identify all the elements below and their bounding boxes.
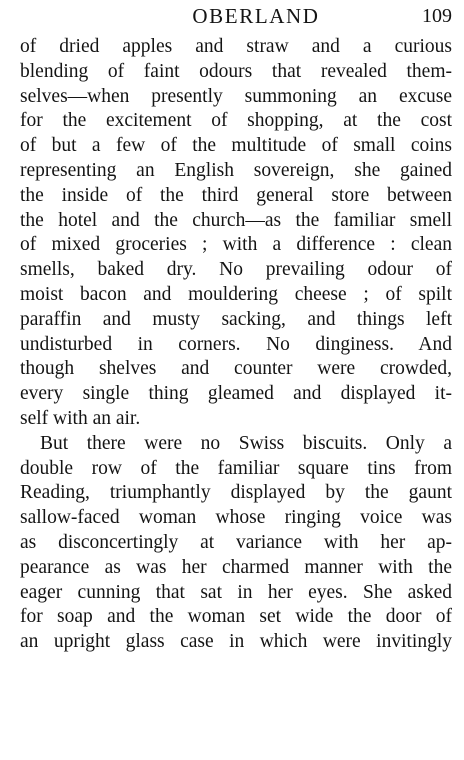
- text-line: every single thing gleamed and displayed it-: [20, 383, 452, 405]
- text-line: double row of the familiar square tins from: [20, 457, 452, 479]
- text-line: selves—when presently summoning an excuse: [20, 85, 452, 107]
- running-head: [20, 2, 452, 30]
- text-line: for soap and the woman set wide the door of: [20, 606, 452, 628]
- text-line: undisturbed in corners. No dinginess. And: [20, 333, 452, 355]
- text-line: self with an air.: [20, 407, 141, 429]
- text-line: eager cunning that sat in her eyes. She asked: [20, 581, 452, 603]
- paragraph-1: [20, 35, 452, 432]
- text-line: representing an English sovereign, she gained: [20, 159, 452, 181]
- text-line: though shelves and counter were crowded,: [20, 358, 452, 380]
- text-line: of but a few of the multitude of small coins: [20, 135, 452, 157]
- text-line: of dried apples and straw and a curious: [20, 36, 452, 57]
- text-line: moist bacon and mouldering cheese ; of spilt: [20, 283, 452, 305]
- text-line: the inside of the third general store between: [20, 184, 452, 206]
- paragraph-2: [20, 432, 452, 655]
- text-line: But there were no Swiss biscuits. Only a: [40, 432, 452, 454]
- text-line: the hotel and the church—as the familiar smell: [20, 209, 452, 231]
- text-line: paraffin and musty sacking, and things left: [20, 308, 452, 330]
- running-title: OBERLAND: [192, 4, 320, 28]
- text-line: blending of faint odours that revealed them-: [20, 60, 452, 82]
- body-text: [20, 35, 452, 655]
- text-line: for the excitement of shopping, at the cost: [20, 110, 452, 132]
- text-line: pearance as was her charmed manner with the: [20, 556, 452, 578]
- text-line: smells, baked dry. No prevailing odour of: [20, 259, 452, 281]
- text-line: an upright glass case in which were invitingly: [20, 631, 452, 653]
- text-line: of mixed groceries ; with a difference : clean: [20, 234, 452, 256]
- text-line: sallow-faced woman whose ringing voice was: [20, 507, 452, 529]
- text-line: as disconcertingly at variance with her ap-: [20, 531, 452, 553]
- text-line: Reading, triumphantly displayed by the gaunt: [20, 482, 452, 504]
- page-number: 109: [422, 5, 452, 27]
